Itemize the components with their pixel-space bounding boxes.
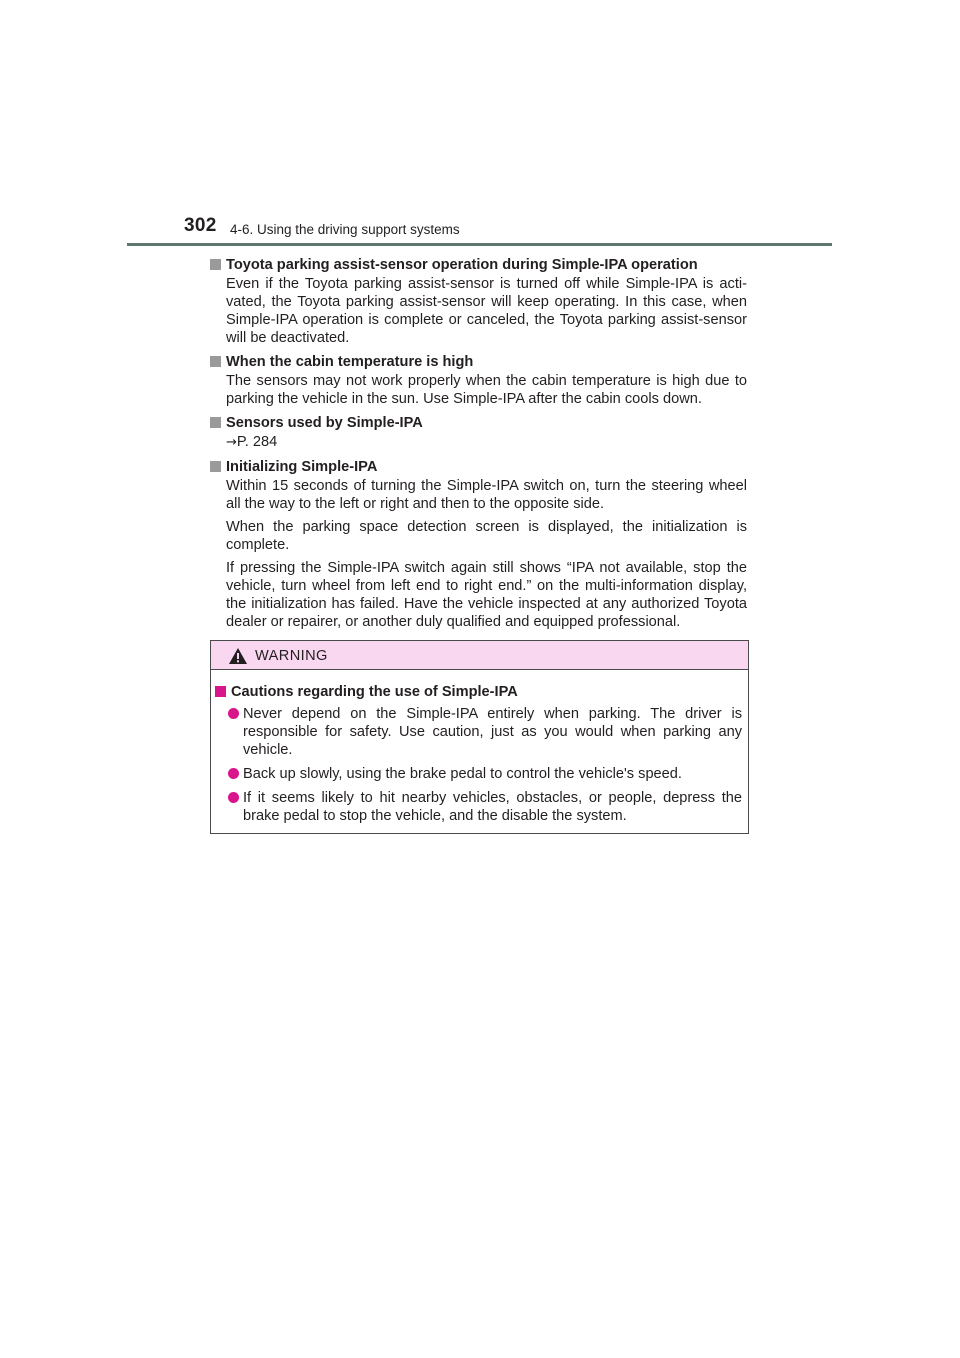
- section-paragraph: The sensors may not work properly when the cabin temperature is high due to parking the vehicle in the sun. Use Simple-IPA after the cabin cools down.: [226, 373, 747, 407]
- square-bullet-icon: [215, 686, 226, 697]
- warning-label: WARNING: [255, 648, 328, 664]
- warning-triangle-icon: [228, 647, 248, 665]
- section-parking-assist-sensor: [210, 256, 747, 347]
- section-paragraph: If pressing the Simple-IPA switch again still shows “IPA not available, stop the vehicle, turn wheel from left end to right end.” on the multi-information display, the initialization has failed. Have the vehicle inspected at any authorized Toyota dealer or repairer, or another duly qualified and equipped professional.: [226, 560, 747, 630]
- section-heading: Initializing Simple-IPA: [210, 458, 747, 476]
- square-bullet-icon: [210, 417, 221, 428]
- warning-bullet: Never depend on the Simple-IPA entirely when parking. The driver is responsible for safety. Use caution, just as you would when parking any vehicle.: [216, 705, 742, 759]
- warning-body: [211, 670, 748, 825]
- section-heading: Toyota parking assist-sensor operation during Simple-IPA operation: [210, 256, 747, 274]
- section-paragraph: Even if the Toyota parking assist-sensor is turned off while Simple-IPA is acti-vated, the Toyota parking assist-sensor will keep operating. In this case, when Simple-IPA operation is complete or canceled, the Toyota parking assist-sensor will be deactivated.: [226, 276, 747, 346]
- warning-bullet: If it seems likely to hit nearby vehicles, obstacles, or people, depress the brake pedal to stop the vehicle, and the disable the system.: [216, 789, 742, 825]
- section-heading: Sensors used by Simple-IPA: [210, 414, 747, 432]
- square-bullet-icon: [210, 461, 221, 472]
- page-reference-link[interactable]: P. 284: [236, 434, 278, 450]
- square-bullet-icon: [210, 356, 221, 367]
- page-number: 302: [184, 215, 217, 236]
- header-rule: [127, 243, 832, 246]
- round-bullet-icon: [228, 792, 239, 803]
- chapter-title: 4-6. Using the driving support systems: [230, 222, 460, 237]
- round-bullet-icon: [228, 768, 239, 779]
- section-cabin-temperature: [210, 353, 747, 408]
- warning-bullet: Back up slowly, using the brake pedal to control the vehicle's speed.: [216, 765, 742, 783]
- round-bullet-icon: [228, 708, 239, 719]
- warning-header: [211, 641, 748, 670]
- page-reference[interactable]: [210, 433, 747, 452]
- main-content: [210, 256, 747, 637]
- arrow-right-icon: →: [226, 435, 237, 450]
- warning-box: [210, 640, 749, 834]
- section-paragraph: Within 15 seconds of turning the Simple-IPA switch on, turn the steering wheel all the way to the left or right and then to the opposite side.: [226, 478, 747, 512]
- section-paragraph: When the parking space detection screen is displayed, the initialization is complete.: [226, 519, 747, 553]
- section-heading: When the cabin temperature is high: [210, 353, 747, 371]
- section-sensors-used: [210, 414, 747, 452]
- square-bullet-icon: [210, 259, 221, 270]
- section-initializing: [210, 458, 747, 631]
- warning-heading: Cautions regarding the use of Simple-IPA: [215, 683, 742, 701]
